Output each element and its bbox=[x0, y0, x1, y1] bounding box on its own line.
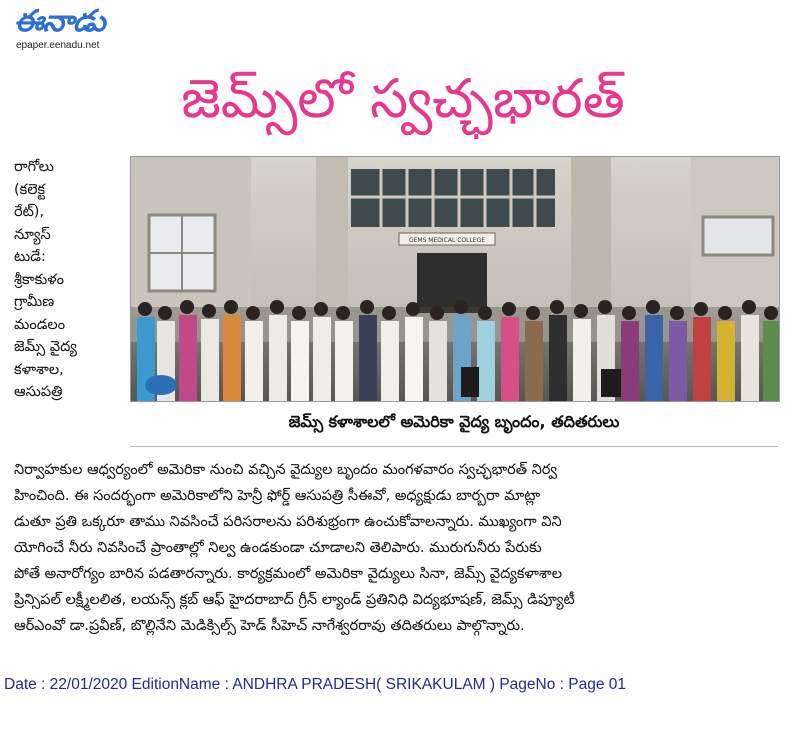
dateline-line: రేట్‌), bbox=[14, 204, 45, 220]
dateline-line: జెమ్స్‌ వైద్య bbox=[14, 339, 77, 355]
dateline-line: (కలెక్ట bbox=[14, 181, 46, 198]
article-headline: జెమ్స్‌లో స్వచ్ఛభారత్‌ bbox=[181, 67, 625, 130]
logo-url: epaper.eenadu.net bbox=[16, 40, 100, 51]
dateline-line: టుడే: bbox=[14, 249, 46, 265]
body-line: డుతూ ప్రతి ఒక్కరూ తాము నివసించే పరిసరాలను పరిశుభ్రంగా ఉంచుకోవాలన్నారు. ముఖ్యంగా విని bbox=[14, 514, 562, 530]
logo-wordmark: ఈనాడు bbox=[14, 4, 105, 39]
body-line: హించింది. ఈ సందర్భంగా అమెరికాలోని హెన్రీ ఫోర్డ్‌ ఆసుపత్రి సీఈవో, అధ్యక్షుడు బార్బరా మాట్లా bbox=[14, 488, 541, 504]
dateline-line: రాగోలు bbox=[14, 159, 54, 175]
body-line: పోతే అనారోగ్యం బారిన పడతారన్నారు. కార్యక్రమంలో అమెరికా వైద్యులు సినా, జెమ్స్‌ వైద్యకళాశాల bbox=[14, 566, 562, 582]
dateline-line: శ్రీకాకుళం bbox=[14, 271, 64, 288]
group-photo-illustration bbox=[131, 157, 779, 401]
article-body bbox=[14, 457, 784, 639]
photo-caption: జెమ్స్‌ కళాశాలలో అమెరికా వైద్య బృందం, తదితరులు bbox=[288, 412, 620, 431]
body-line: ప్రిన్సిపల్‌ లక్ష్మీలలిత, లయన్స్‌ క్లబ్‌ ఆఫ్‌ హైదరాబాద్‌ గ్రీన్‌ ల్యాండ్‌ ప్రతినిధి విద్యభూషణ్‌, జెమ్స్‌ డిప్యూటీ bbox=[14, 592, 575, 608]
dateline-column bbox=[14, 156, 126, 404]
dateline-line: కళాశాల, bbox=[14, 361, 64, 378]
dateline-line: మండలం bbox=[14, 316, 66, 333]
eenadu-logo bbox=[14, 4, 144, 54]
body-line: నిర్వాహకుల ఆధ్వర్యంలో అమెరికా నుంచి వచ్చిన వైద్యుల బృందం మంగళవారం స్వచ్ఛభారత్‌ నిర్వ bbox=[14, 462, 558, 478]
dateline-line: న్యూస్‌ bbox=[14, 226, 51, 243]
dateline-line: ఆసుపత్రి bbox=[14, 384, 63, 400]
dateline-line: గ్రామీణ bbox=[14, 294, 55, 310]
building-sign-text: GEMS MEDICAL COLLEGE bbox=[408, 237, 486, 244]
crowd bbox=[131, 300, 779, 401]
edition-footer: Date : 22/01/2020 EditionName : ANDHRA PRADESH( SRIKAKULAM ) PageNo : Page 01 bbox=[4, 676, 627, 693]
news-photo bbox=[130, 156, 780, 402]
body-line: యోగించే నీరు నివసించే ప్రాంతాల్లో నిల్వ ఉండకుండా చూడాలని తెలిపారు. మురుగునీరు పేరుకు bbox=[14, 540, 542, 556]
caption-divider bbox=[130, 446, 778, 447]
body-line: ఆర్‌ఎంవో డా.ప్రవీణ్‌, బొల్లినేని మెడిక్సిల్స్‌ హెడ్‌ సీహెచ్‌ నాగేశ్వరరావు తదితరులు పాల్గొన్నారు. bbox=[14, 618, 525, 634]
